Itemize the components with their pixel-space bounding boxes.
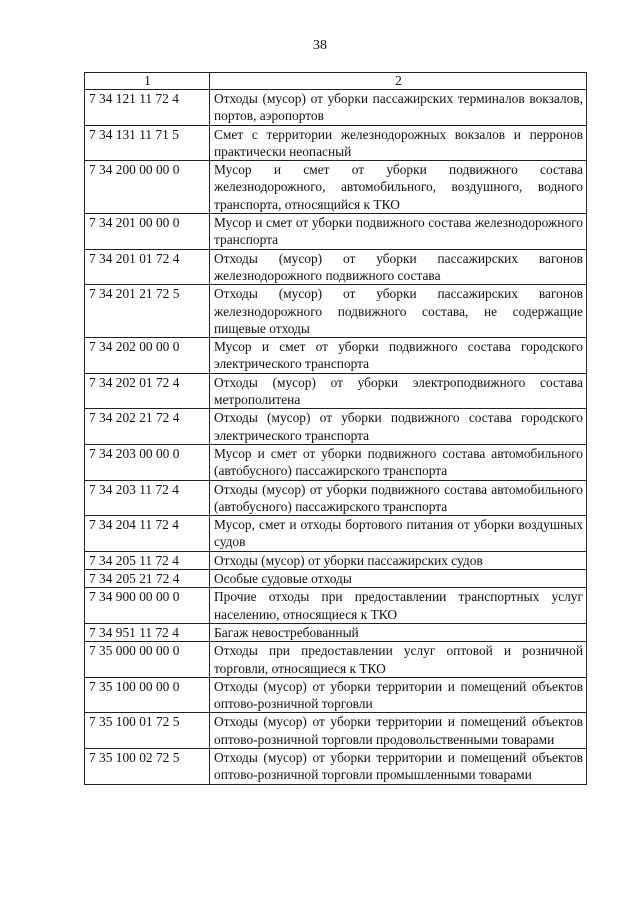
waste-description-cell: Прочие отходы при предоставлении транспортных услуг населению, относящиеся к ТКО: [210, 588, 587, 624]
waste-description-cell: Мусор и смет от уборки подвижного состава железнодорожного, автомобильного, воздушного, водного транспорта, относящийся к ТКО: [210, 161, 587, 214]
waste-code-cell: 7 34 121 11 72 4: [85, 90, 210, 126]
table-row: [85, 588, 587, 624]
waste-code-cell: 7 34 202 01 72 4: [85, 373, 210, 409]
table-row: [85, 214, 587, 250]
waste-code-table: [84, 72, 587, 785]
waste-code-cell: 7 34 202 21 72 4: [85, 409, 210, 445]
table-row: [85, 444, 587, 480]
waste-code-cell: 7 35 100 02 72 5: [85, 748, 210, 784]
waste-description-cell: Отходы (мусор) от уборки пассажирских судов: [210, 551, 587, 569]
table-row: [85, 90, 587, 126]
waste-code-cell: 7 34 900 00 00 0: [85, 588, 210, 624]
waste-description-cell: Мусор и смет от уборки подвижного состава городского электрического транспорта: [210, 338, 587, 374]
waste-code-cell: 7 34 200 00 00 0: [85, 161, 210, 214]
waste-description-cell: Смет с территории железнодорожных вокзалов и перронов практически неопасный: [210, 125, 587, 161]
table-row: [85, 338, 587, 374]
table-row: [85, 373, 587, 409]
table-header-row: [85, 73, 587, 90]
waste-description-cell: Отходы (мусор) от уборки территории и помещений объектов оптово-розничной торговли промышленными товарами: [210, 748, 587, 784]
table-row: [85, 516, 587, 552]
table-row: [85, 551, 587, 569]
table-row: [85, 748, 587, 784]
waste-code-cell: 7 34 205 21 72 4: [85, 570, 210, 588]
waste-code-cell: 7 35 100 01 72 5: [85, 713, 210, 749]
table-row: [85, 125, 587, 161]
page-number: 38: [313, 38, 327, 53]
waste-description-cell: Багаж невостребованный: [210, 623, 587, 641]
table-body: [85, 90, 587, 785]
waste-description-cell: Отходы (мусор) от уборки пассажирских терминалов вокзалов, портов, аэропортов: [210, 90, 587, 126]
waste-description-cell: Отходы (мусор) от уборки территории и помещений объектов оптово-розничной торговли продовольственными товарами: [210, 713, 587, 749]
waste-description-cell: Отходы (мусор) от уборки подвижного состава автомобильного (автобусного) пассажирского транспорта: [210, 480, 587, 516]
table-row: [85, 713, 587, 749]
table-row: [85, 642, 587, 678]
table-row: [85, 677, 587, 713]
table-row: [85, 623, 587, 641]
waste-description-cell: Отходы при предоставлении услуг оптовой и розничной торговли, относящиеся к ТКО: [210, 642, 587, 678]
column-header-code: 1: [85, 73, 210, 90]
waste-code-cell: 7 34 201 00 00 0: [85, 214, 210, 250]
waste-description-cell: Отходы (мусор) от уборки пассажирских вагонов железнодорожного подвижного состава, не содержащие пищевые отходы: [210, 285, 587, 338]
table-row: [85, 480, 587, 516]
waste-code-cell: 7 34 203 11 72 4: [85, 480, 210, 516]
waste-code-cell: 7 34 205 11 72 4: [85, 551, 210, 569]
table-row: [85, 161, 587, 214]
table-row: [85, 409, 587, 445]
waste-description-cell: Особые судовые отходы: [210, 570, 587, 588]
column-header-description: 2: [210, 73, 587, 90]
waste-code-cell: 7 34 201 01 72 4: [85, 249, 210, 285]
waste-description-cell: Отходы (мусор) от уборки электроподвижного состава метрополитена: [210, 373, 587, 409]
waste-code-cell: 7 34 951 11 72 4: [85, 623, 210, 641]
waste-code-cell: 7 34 203 00 00 0: [85, 444, 210, 480]
table-row: [85, 285, 587, 338]
waste-code-cell: 7 34 201 21 72 5: [85, 285, 210, 338]
table-row: [85, 249, 587, 285]
waste-code-cell: 7 34 131 11 71 5: [85, 125, 210, 161]
waste-description-cell: Мусор, смет и отходы бортового питания от уборки воздушных судов: [210, 516, 587, 552]
waste-code-cell: 7 35 000 00 00 0: [85, 642, 210, 678]
waste-description-cell: Отходы (мусор) от уборки подвижного состава городского электрического транспорта: [210, 409, 587, 445]
waste-code-cell: 7 35 100 00 00 0: [85, 677, 210, 713]
table-row: [85, 570, 587, 588]
waste-description-cell: Отходы (мусор) от уборки пассажирских вагонов железнодорожного подвижного состава: [210, 249, 587, 285]
waste-code-cell: 7 34 202 00 00 0: [85, 338, 210, 374]
waste-description-cell: Отходы (мусор) от уборки территории и помещений объектов оптово-розничной торговли: [210, 677, 587, 713]
waste-description-cell: Мусор и смет от уборки подвижного состава автомобильного (автобусного) пассажирского транспорта: [210, 444, 587, 480]
waste-code-cell: 7 34 204 11 72 4: [85, 516, 210, 552]
waste-description-cell: Мусор и смет от уборки подвижного состава железнодорожного транспорта: [210, 214, 587, 250]
